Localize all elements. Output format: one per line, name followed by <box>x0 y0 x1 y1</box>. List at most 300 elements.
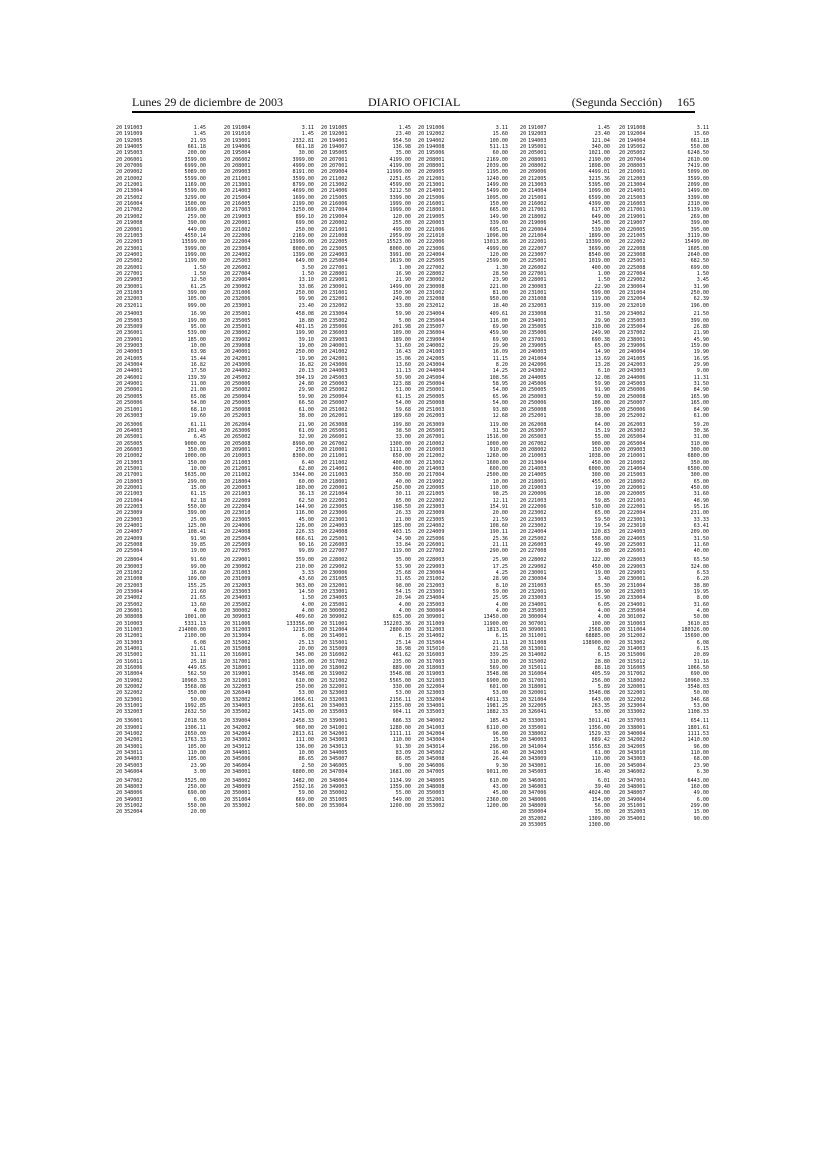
row-prefix: 20 <box>224 658 231 665</box>
item-code: 312003 <box>426 626 445 633</box>
item-amount: 16.60 <box>190 569 206 576</box>
item-amount: 15.00 <box>190 485 206 492</box>
row-prefix: 20 <box>619 737 626 744</box>
row-prefix: 20 <box>224 582 231 589</box>
item-amount: 259.00 <box>187 213 206 220</box>
item-amount: 409.60 <box>295 614 314 621</box>
item-code: 222006 <box>528 504 547 511</box>
item-amount: 61.00 <box>693 412 709 419</box>
item-amount: 6110.00 <box>486 724 508 731</box>
item-amount: 19.95 <box>693 588 709 595</box>
item-amount: 11.31 <box>693 374 709 381</box>
row-prefix: 20 <box>619 718 626 725</box>
item-amount: 24.80 <box>298 381 314 388</box>
row-prefix: 20 <box>224 696 231 703</box>
item-amount: 450.00 <box>591 459 610 466</box>
row-prefix: 20 <box>619 336 626 343</box>
item-code: 195006 <box>426 150 445 157</box>
item-code: 230001 <box>329 283 348 290</box>
row-prefix: 20 <box>520 226 527 233</box>
item-code: 263008 <box>329 421 348 428</box>
item-amount: 654.11 <box>690 718 709 725</box>
row-prefix: 20 <box>224 150 231 157</box>
row-prefix: 20 <box>619 684 626 691</box>
row-prefix: 20 <box>619 362 626 369</box>
item-code: 250005 <box>426 393 445 400</box>
item-amount: 2100.00 <box>184 633 206 640</box>
item-amount: 562.50 <box>187 671 206 678</box>
item-amount: 35.00 <box>594 809 610 816</box>
row-prefix: 20 <box>418 737 425 744</box>
item-code: 316001 <box>232 652 251 659</box>
item-amount: 250.00 <box>295 226 314 233</box>
item-amount: 29.90 <box>298 387 314 394</box>
item-amount: 458.08 <box>295 311 314 318</box>
row-prefix: 20 <box>619 131 626 138</box>
row-prefix: 20 <box>619 466 626 472</box>
item-amount: 610.00 <box>489 777 508 784</box>
row-prefix: 20 <box>224 690 231 697</box>
row-prefix: 20 <box>321 718 328 725</box>
row-prefix: 20 <box>520 459 527 466</box>
row-prefix: 20 <box>418 563 425 570</box>
item-code: 332004 <box>426 696 445 703</box>
item-code: 348001 <box>232 768 251 775</box>
item-code: 311001 <box>528 633 547 640</box>
row-prefix: 20 <box>619 504 626 511</box>
item-code: 240003 <box>528 349 547 356</box>
item-code: 235004 <box>426 317 445 324</box>
row-prefix: 20 <box>418 343 425 350</box>
row-prefix: 20 <box>321 633 328 640</box>
item-amount: 86.65 <box>298 756 314 763</box>
item-amount: 17.50 <box>190 368 206 375</box>
item-amount: 9.00 <box>398 762 411 769</box>
item-amount: 6.08 <box>696 639 709 646</box>
item-amount: 21.59 <box>492 516 508 523</box>
item-amount: 40.00 <box>395 478 411 485</box>
item-code: 229003 <box>426 563 445 570</box>
item-amount: 1169.00 <box>184 182 206 189</box>
item-amount: 399.00 <box>187 289 206 296</box>
item-amount: 1999.00 <box>184 251 206 258</box>
item-code: 343003 <box>329 737 348 744</box>
item-amount: 15.44 <box>190 355 206 362</box>
item-amount: 91.90 <box>594 387 610 394</box>
row-prefix: 20 <box>619 569 626 576</box>
item-amount: 110.00 <box>690 749 709 756</box>
item-code: 244003 <box>329 368 348 375</box>
row-prefix: 20 <box>224 213 231 220</box>
item-amount: 165.90 <box>690 393 709 400</box>
row-prefix: 20 <box>321 784 328 791</box>
item-amount: 50.00 <box>693 614 709 621</box>
item-amount: 569.00 <box>489 665 508 672</box>
row-prefix: 20 <box>116 330 123 337</box>
item-code: 228004 <box>124 557 143 564</box>
row-prefix: 20 <box>418 516 425 523</box>
item-code: 233008 <box>528 311 547 318</box>
row-prefix: 20 <box>321 343 328 350</box>
item-amount: 68.10 <box>190 406 206 413</box>
item-code: 326041 <box>528 709 547 716</box>
item-code: 230008 <box>426 283 445 290</box>
item-code: 208002 <box>528 163 547 170</box>
row-prefix: 20 <box>520 150 527 157</box>
item-code: 339001 <box>124 724 143 731</box>
row-prefix: 20 <box>520 658 527 665</box>
item-code: 231001 <box>329 289 348 296</box>
row-prefix: 20 <box>321 362 328 369</box>
item-amount: 511.13 <box>489 144 508 151</box>
row-prefix: 20 <box>224 368 231 375</box>
item-code: 207001 <box>329 163 348 170</box>
item-code: 312004 <box>329 626 348 633</box>
item-code: 213001 <box>426 182 445 189</box>
item-amount: 2332.81 <box>292 137 314 144</box>
row-prefix: 20 <box>619 220 626 227</box>
row-prefix: 20 <box>321 393 328 400</box>
item-amount: 10.00 <box>492 478 508 485</box>
item-code: 321001 <box>232 677 251 684</box>
row-prefix: 20 <box>520 696 527 703</box>
item-amount: 119.00 <box>591 296 610 303</box>
item-code: 319002 <box>124 677 143 684</box>
item-code: 354001 <box>627 815 646 822</box>
row-prefix: 20 <box>321 690 328 697</box>
item-code: 216005 <box>232 201 251 208</box>
item-amount: 6900.00 <box>486 677 508 684</box>
row-prefix: 20 <box>418 523 425 530</box>
item-amount: 1556.83 <box>588 743 610 750</box>
item-code: 213002 <box>329 182 348 189</box>
item-amount: 6.15 <box>696 646 709 653</box>
item-amount: 28.80 <box>594 658 610 665</box>
item-amount: 499.00 <box>392 226 411 233</box>
item-code: 221002 <box>232 226 251 233</box>
row-prefix: 20 <box>418 270 425 277</box>
item-amount: 12.50 <box>190 277 206 284</box>
item-code: 265001 <box>329 427 348 434</box>
item-code: 228002 <box>329 557 348 564</box>
item-amount: 3548.08 <box>292 671 314 678</box>
item-code: 225008 <box>124 542 143 549</box>
item-amount: 5635.00 <box>184 472 206 479</box>
item-code: 265004 <box>627 434 646 441</box>
item-amount: 31.00 <box>693 434 709 441</box>
item-amount: 96.00 <box>492 730 508 737</box>
table-row <box>224 548 314 554</box>
table-row <box>116 548 206 554</box>
item-code: 232003 <box>232 582 251 589</box>
row-prefix: 20 <box>520 258 527 265</box>
row-prefix: 20 <box>418 466 425 472</box>
item-code: 229002 <box>329 563 348 570</box>
row-prefix: 20 <box>224 762 231 769</box>
row-prefix: 20 <box>116 690 123 697</box>
item-amount: 1096.00 <box>486 232 508 239</box>
row-prefix: 20 <box>520 472 527 479</box>
item-amount: 185.43 <box>489 718 508 725</box>
item-amount: 1.50 <box>193 264 206 271</box>
item-code: 250004 <box>232 393 251 400</box>
item-amount: 3548.08 <box>486 671 508 678</box>
item-code: 318003 <box>426 665 445 672</box>
row-prefix: 20 <box>619 588 626 595</box>
row-prefix: 20 <box>224 472 231 479</box>
row-prefix: 20 <box>224 412 231 419</box>
item-amount: 340.00 <box>591 144 610 151</box>
item-code: 250008 <box>528 406 547 413</box>
row-prefix: 20 <box>520 144 527 151</box>
item-amount: 4.00 <box>597 614 610 621</box>
item-amount: 16.82 <box>298 362 314 369</box>
item-code: 213002 <box>426 459 445 466</box>
row-prefix: 20 <box>224 557 231 564</box>
item-code: 223006 <box>426 245 445 252</box>
row-prefix: 20 <box>116 803 123 810</box>
item-amount: 394.19 <box>295 374 314 381</box>
row-prefix: 20 <box>619 381 626 388</box>
item-amount: 14.90 <box>594 349 610 356</box>
row-prefix: 20 <box>116 576 123 583</box>
row-prefix: 20 <box>321 349 328 356</box>
item-code: 215002 <box>124 194 143 201</box>
row-prefix: 20 <box>116 569 123 576</box>
row-prefix: 20 <box>321 330 328 337</box>
row-prefix: 20 <box>619 289 626 296</box>
item-code: 232008 <box>426 296 445 303</box>
item-amount: 45.00 <box>492 790 508 797</box>
row-prefix: 20 <box>418 703 425 710</box>
row-prefix: 20 <box>418 696 425 703</box>
row-prefix: 20 <box>520 245 527 252</box>
row-prefix: 20 <box>116 213 123 220</box>
item-code: 228003 <box>627 557 646 564</box>
item-code: 322001 <box>627 690 646 697</box>
item-amount: 65.00 <box>594 343 610 350</box>
item-amount: 1.00 <box>398 264 411 271</box>
row-prefix: 20 <box>116 400 123 407</box>
item-code: 352003 <box>627 809 646 816</box>
item-amount: 1111.00 <box>389 446 411 453</box>
row-prefix: 20 <box>619 730 626 737</box>
row-prefix: 20 <box>418 762 425 769</box>
item-amount: 409.61 <box>489 311 508 318</box>
row-prefix: 20 <box>418 427 425 434</box>
item-code: 250004 <box>426 381 445 388</box>
item-amount: 12.11 <box>492 497 508 504</box>
item-code: 262004 <box>232 421 251 428</box>
row-prefix: 20 <box>619 639 626 646</box>
item-amount: 1981.25 <box>486 703 508 710</box>
item-code: 231003 <box>528 582 547 589</box>
item-code: 221004 <box>329 491 348 498</box>
row-prefix: 20 <box>224 768 231 775</box>
row-prefix: 20 <box>520 652 527 659</box>
row-prefix: 20 <box>321 232 328 239</box>
row-prefix: 20 <box>418 245 425 252</box>
row-prefix: 20 <box>224 677 231 684</box>
item-amount: 399.00 <box>690 220 709 227</box>
row-prefix: 20 <box>418 393 425 400</box>
item-amount: 31.60 <box>693 491 709 498</box>
item-amount: 10960.33 <box>684 677 709 684</box>
row-prefix: 20 <box>418 709 425 716</box>
item-amount: 25.18 <box>190 658 206 665</box>
item-amount: 346.68 <box>690 696 709 703</box>
item-code: 209002 <box>124 169 143 176</box>
item-code: 335002 <box>232 709 251 716</box>
item-code: 222006 <box>426 239 445 246</box>
row-prefix: 20 <box>321 696 328 703</box>
row-prefix: 20 <box>224 144 231 151</box>
row-prefix: 20 <box>520 646 527 653</box>
row-prefix: 20 <box>321 131 328 138</box>
item-code: 341002 <box>124 730 143 737</box>
item-amount: 6.15 <box>495 633 508 640</box>
row-prefix: 20 <box>619 743 626 750</box>
item-amount: 23.40 <box>395 131 411 138</box>
item-amount: 3119.00 <box>687 232 709 239</box>
item-amount: 296.00 <box>489 743 508 750</box>
row-prefix: 20 <box>418 412 425 419</box>
item-amount: 319.00 <box>591 302 610 309</box>
item-amount: 1066.50 <box>687 665 709 672</box>
item-amount: 62.18 <box>190 497 206 504</box>
row-prefix: 20 <box>619 777 626 784</box>
item-amount: 56.00 <box>594 803 610 810</box>
item-amount: 108.41 <box>187 529 206 536</box>
row-prefix: 20 <box>418 324 425 331</box>
row-prefix: 20 <box>321 374 328 381</box>
item-code: 230001 <box>627 576 646 583</box>
item-amount: 155.25 <box>187 582 206 589</box>
item-code: 226003 <box>528 542 547 549</box>
row-prefix: 20 <box>520 796 527 803</box>
row-prefix: 20 <box>224 784 231 791</box>
item-amount: 1410.00 <box>687 737 709 744</box>
row-prefix: 20 <box>520 548 527 555</box>
item-amount: 19.60 <box>190 412 206 419</box>
row-prefix: 20 <box>619 595 626 602</box>
item-code: 205008 <box>232 440 251 447</box>
item-code: 316006 <box>124 665 143 672</box>
item-code: 250002 <box>232 387 251 394</box>
item-amount: 81.00 <box>492 289 508 296</box>
item-amount: 25.95 <box>492 595 508 602</box>
item-code: 353004 <box>329 803 348 810</box>
row-prefix: 20 <box>321 569 328 576</box>
item-code: 235001 <box>232 311 251 318</box>
item-amount: 1095.00 <box>486 194 508 201</box>
item-code: 317003 <box>426 658 445 665</box>
item-code: 206002 <box>232 156 251 163</box>
row-prefix: 20 <box>520 220 527 227</box>
row-prefix: 20 <box>116 427 123 434</box>
item-code: 209006 <box>528 169 547 176</box>
item-code: 229001 <box>232 557 251 564</box>
item-amount: 110.00 <box>187 749 206 756</box>
row-prefix: 20 <box>619 491 626 498</box>
item-amount: 8.00 <box>696 595 709 602</box>
row-prefix: 20 <box>321 427 328 434</box>
item-code: 230004 <box>627 283 646 290</box>
item-code: 265003 <box>528 434 547 441</box>
row-prefix: 20 <box>619 427 626 434</box>
item-amount: 22.90 <box>594 283 610 290</box>
item-amount: 2360.00 <box>486 796 508 803</box>
item-code: 323003 <box>426 690 445 697</box>
item-code: 239006 <box>627 343 646 350</box>
row-prefix: 20 <box>321 576 328 583</box>
item-code: 232006 <box>232 296 251 303</box>
item-amount: 25.36 <box>492 535 508 542</box>
row-prefix: 20 <box>116 163 123 170</box>
item-code: 335001 <box>528 724 547 731</box>
item-code: 225001 <box>329 535 348 542</box>
item-code: 250005 <box>528 387 547 394</box>
item-amount: 83.09 <box>395 749 411 756</box>
item-amount: 8.20 <box>495 362 508 369</box>
item-code: 250001 <box>426 387 445 394</box>
item-code: 224001 <box>124 251 143 258</box>
item-code: 232001 <box>329 582 348 589</box>
item-code: 219007 <box>627 220 646 227</box>
item-amount: 185.00 <box>392 523 411 530</box>
item-code: 234001 <box>528 601 547 608</box>
item-code: 224009 <box>426 529 445 536</box>
item-code: 227002 <box>426 548 445 555</box>
item-code: 235003 <box>528 607 547 614</box>
row-prefix: 20 <box>520 355 527 362</box>
row-prefix: 20 <box>321 400 328 407</box>
item-code: 347005 <box>426 768 445 775</box>
item-code: 235009 <box>124 324 143 331</box>
item-amount: 84.90 <box>693 406 709 413</box>
item-code: 220002 <box>329 220 348 227</box>
item-code: 210001 <box>627 453 646 460</box>
row-prefix: 20 <box>520 478 527 485</box>
item-code: 341001 <box>329 724 348 731</box>
item-code: 343002 <box>232 737 251 744</box>
row-prefix: 20 <box>224 569 231 576</box>
item-amount: 1415.00 <box>292 709 314 716</box>
table-row <box>520 769 610 775</box>
item-code: 335003 <box>329 709 348 716</box>
item-code: 249001 <box>124 381 143 388</box>
item-amount: 10.00 <box>190 466 206 472</box>
item-amount: 25.00 <box>190 516 206 523</box>
item-code: 208001 <box>426 156 445 163</box>
row-prefix: 20 <box>520 790 527 797</box>
item-amount: 4024.00 <box>588 790 610 797</box>
item-code: 340003 <box>528 737 547 744</box>
item-code: 348007 <box>627 790 646 797</box>
item-amount: 32.90 <box>298 434 314 441</box>
item-code: 315008 <box>232 646 251 653</box>
item-amount: 6.08 <box>193 639 206 646</box>
item-amount: 189.60 <box>392 412 411 419</box>
row-prefix: 20 <box>418 504 425 511</box>
row-prefix: 20 <box>418 671 425 678</box>
item-code: 232001 <box>329 296 348 303</box>
item-code: 216003 <box>627 201 646 208</box>
row-prefix: 20 <box>116 156 123 163</box>
item-amount: 11900.00 <box>483 620 508 627</box>
item-code: 209001 <box>232 446 251 453</box>
row-prefix: 20 <box>418 220 425 227</box>
